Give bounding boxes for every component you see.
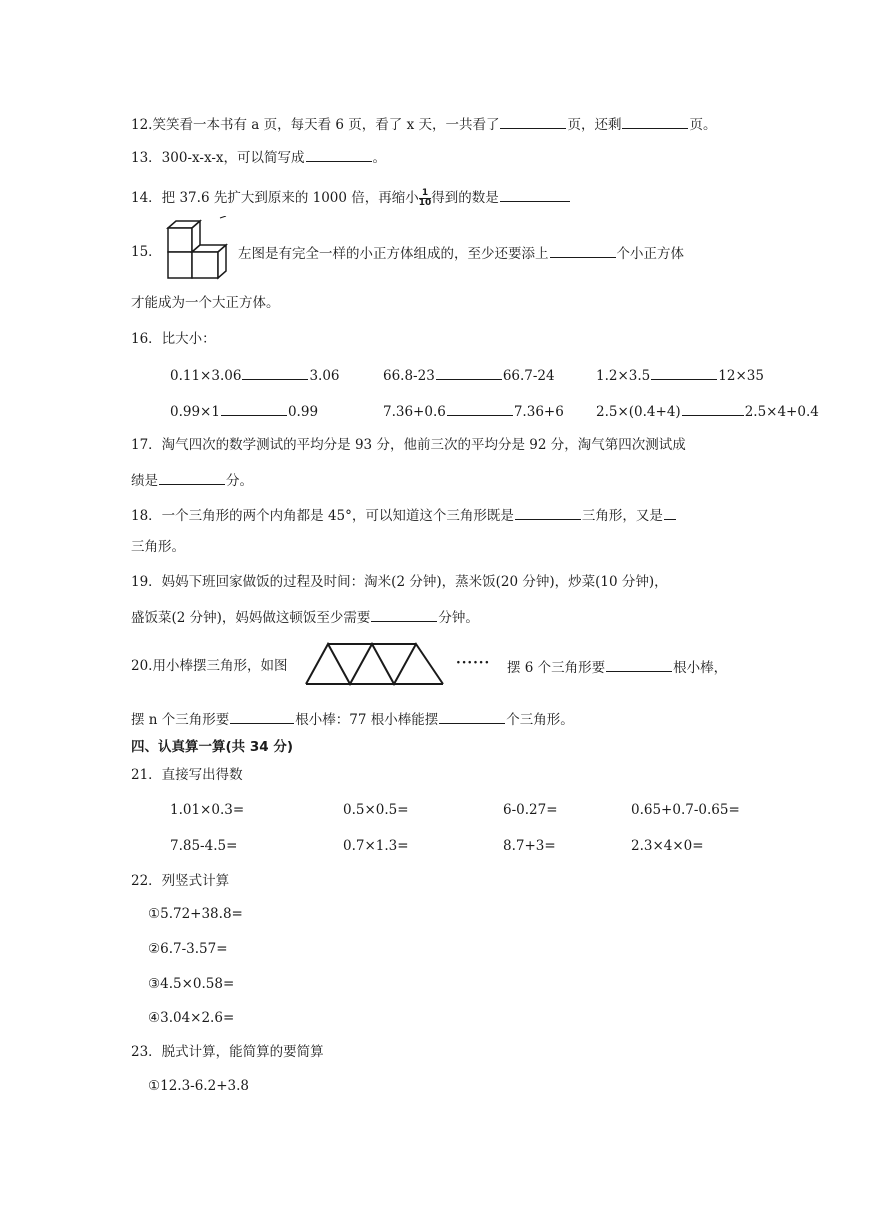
fraction: $\frac{1}{10}$ <box>418 188 432 208</box>
calc-item: 0.5×0.5= <box>343 802 409 818</box>
compare-item: 2.5×(0.4+4) 2.5×4+0.4 <box>596 401 819 421</box>
question-17: 17．淘气四次的数学测试的平均分是 93 分，他前三次的平均分是 92 分，淘气第四次测试成 <box>131 437 686 453</box>
answer-blank[interactable] <box>550 243 616 258</box>
question-18: 18．一个三角形的两个内角都是 45°，可以知道这个三角形既是 三角形，又是 <box>131 505 677 525</box>
question-16-title: 16．比大小： <box>131 331 216 347</box>
answer-blank[interactable] <box>306 147 372 162</box>
question-17-line2: 绩是 分。 <box>131 470 253 490</box>
question-20-line2: 摆 n 个三角形要 根小棒：77 根小棒能摆 个三角形。 <box>131 709 574 729</box>
question-21-title: 21．直接写出得数 <box>131 767 243 783</box>
calc-item: 0.7×1.3= <box>343 838 409 854</box>
compare-item: 1.2×3.5 12×35 <box>596 365 764 385</box>
calc-item: 7.85-4.5= <box>170 838 238 854</box>
question-20-part2: 摆 6 个三角形要 根小棒， <box>507 657 727 677</box>
question-20: 20.用小棒摆三角形，如图 <box>131 658 288 674</box>
question-19: 19．妈妈下班回家做饭的过程及时间：淘米(2 分钟)，蒸米饭(20 分钟)，炒菜(10 分钟)， <box>131 574 668 590</box>
question-12: 12.笑笑看一本书有 a 页，每天看 6 页，看了 x 天，一共看了 页，还剩 页。 <box>131 114 716 134</box>
compare-item: 0.99×1 0.99 <box>170 401 318 421</box>
question-18-line2: 三角形。 <box>131 539 185 555</box>
section-heading: 四、认真算一算(共 34 分) <box>131 739 294 755</box>
answer-blank[interactable] <box>500 187 570 202</box>
calc-item: 0.65+0.7-0.65= <box>631 802 740 818</box>
cube-stack-figure <box>160 216 240 288</box>
compare-item: 7.36+0.6 7.36+6 <box>383 401 564 421</box>
vertical-calc-item: ②6.7-3.57= <box>148 941 228 957</box>
triangle-sticks-figure <box>303 640 448 688</box>
compare-item: 0.11×3.06 3.06 <box>170 365 340 385</box>
question-15: 左图是有完全一样的小正方体组成的，至少还要添上 个小正方体 <box>238 243 684 263</box>
question-14: 14．把 37.6 先扩大到原来的 1000 倍，再缩小 $\frac{1}{10}$ 得到的数是 <box>131 187 571 208</box>
calc-item: 1.01×0.3= <box>170 802 245 818</box>
answer-blank[interactable] <box>622 114 688 129</box>
vertical-calc-item: ③4.5×0.58= <box>148 976 235 992</box>
continuation-dots: ······ <box>456 655 491 671</box>
compare-item: 66.8-23 66.7-24 <box>383 365 555 385</box>
vertical-calc-item: ①5.72+38.8= <box>148 906 243 922</box>
question-15-number: 15． <box>131 244 162 260</box>
question-22-title: 22．列竖式计算 <box>131 873 230 889</box>
calc-item: 6-0.27= <box>503 802 558 818</box>
calc-item: 8.7+3= <box>503 838 556 854</box>
question-15-line2: 才能成为一个大正方体。 <box>131 295 280 311</box>
question-19-line2: 盛饭菜(2 分钟)，妈妈做这顿饭至少需要 分钟。 <box>131 607 479 627</box>
question-23-title: 23．脱式计算，能简算的要简算 <box>131 1044 324 1060</box>
answer-blank[interactable] <box>500 114 566 129</box>
step-calc-item: ①12.3-6.2+3.8 <box>148 1078 249 1094</box>
vertical-calc-item: ④3.04×2.6= <box>148 1010 235 1026</box>
calc-item: 2.3×4×0= <box>631 838 704 854</box>
question-13: 13．300-x-x-x，可以简写成 。 <box>131 147 386 167</box>
